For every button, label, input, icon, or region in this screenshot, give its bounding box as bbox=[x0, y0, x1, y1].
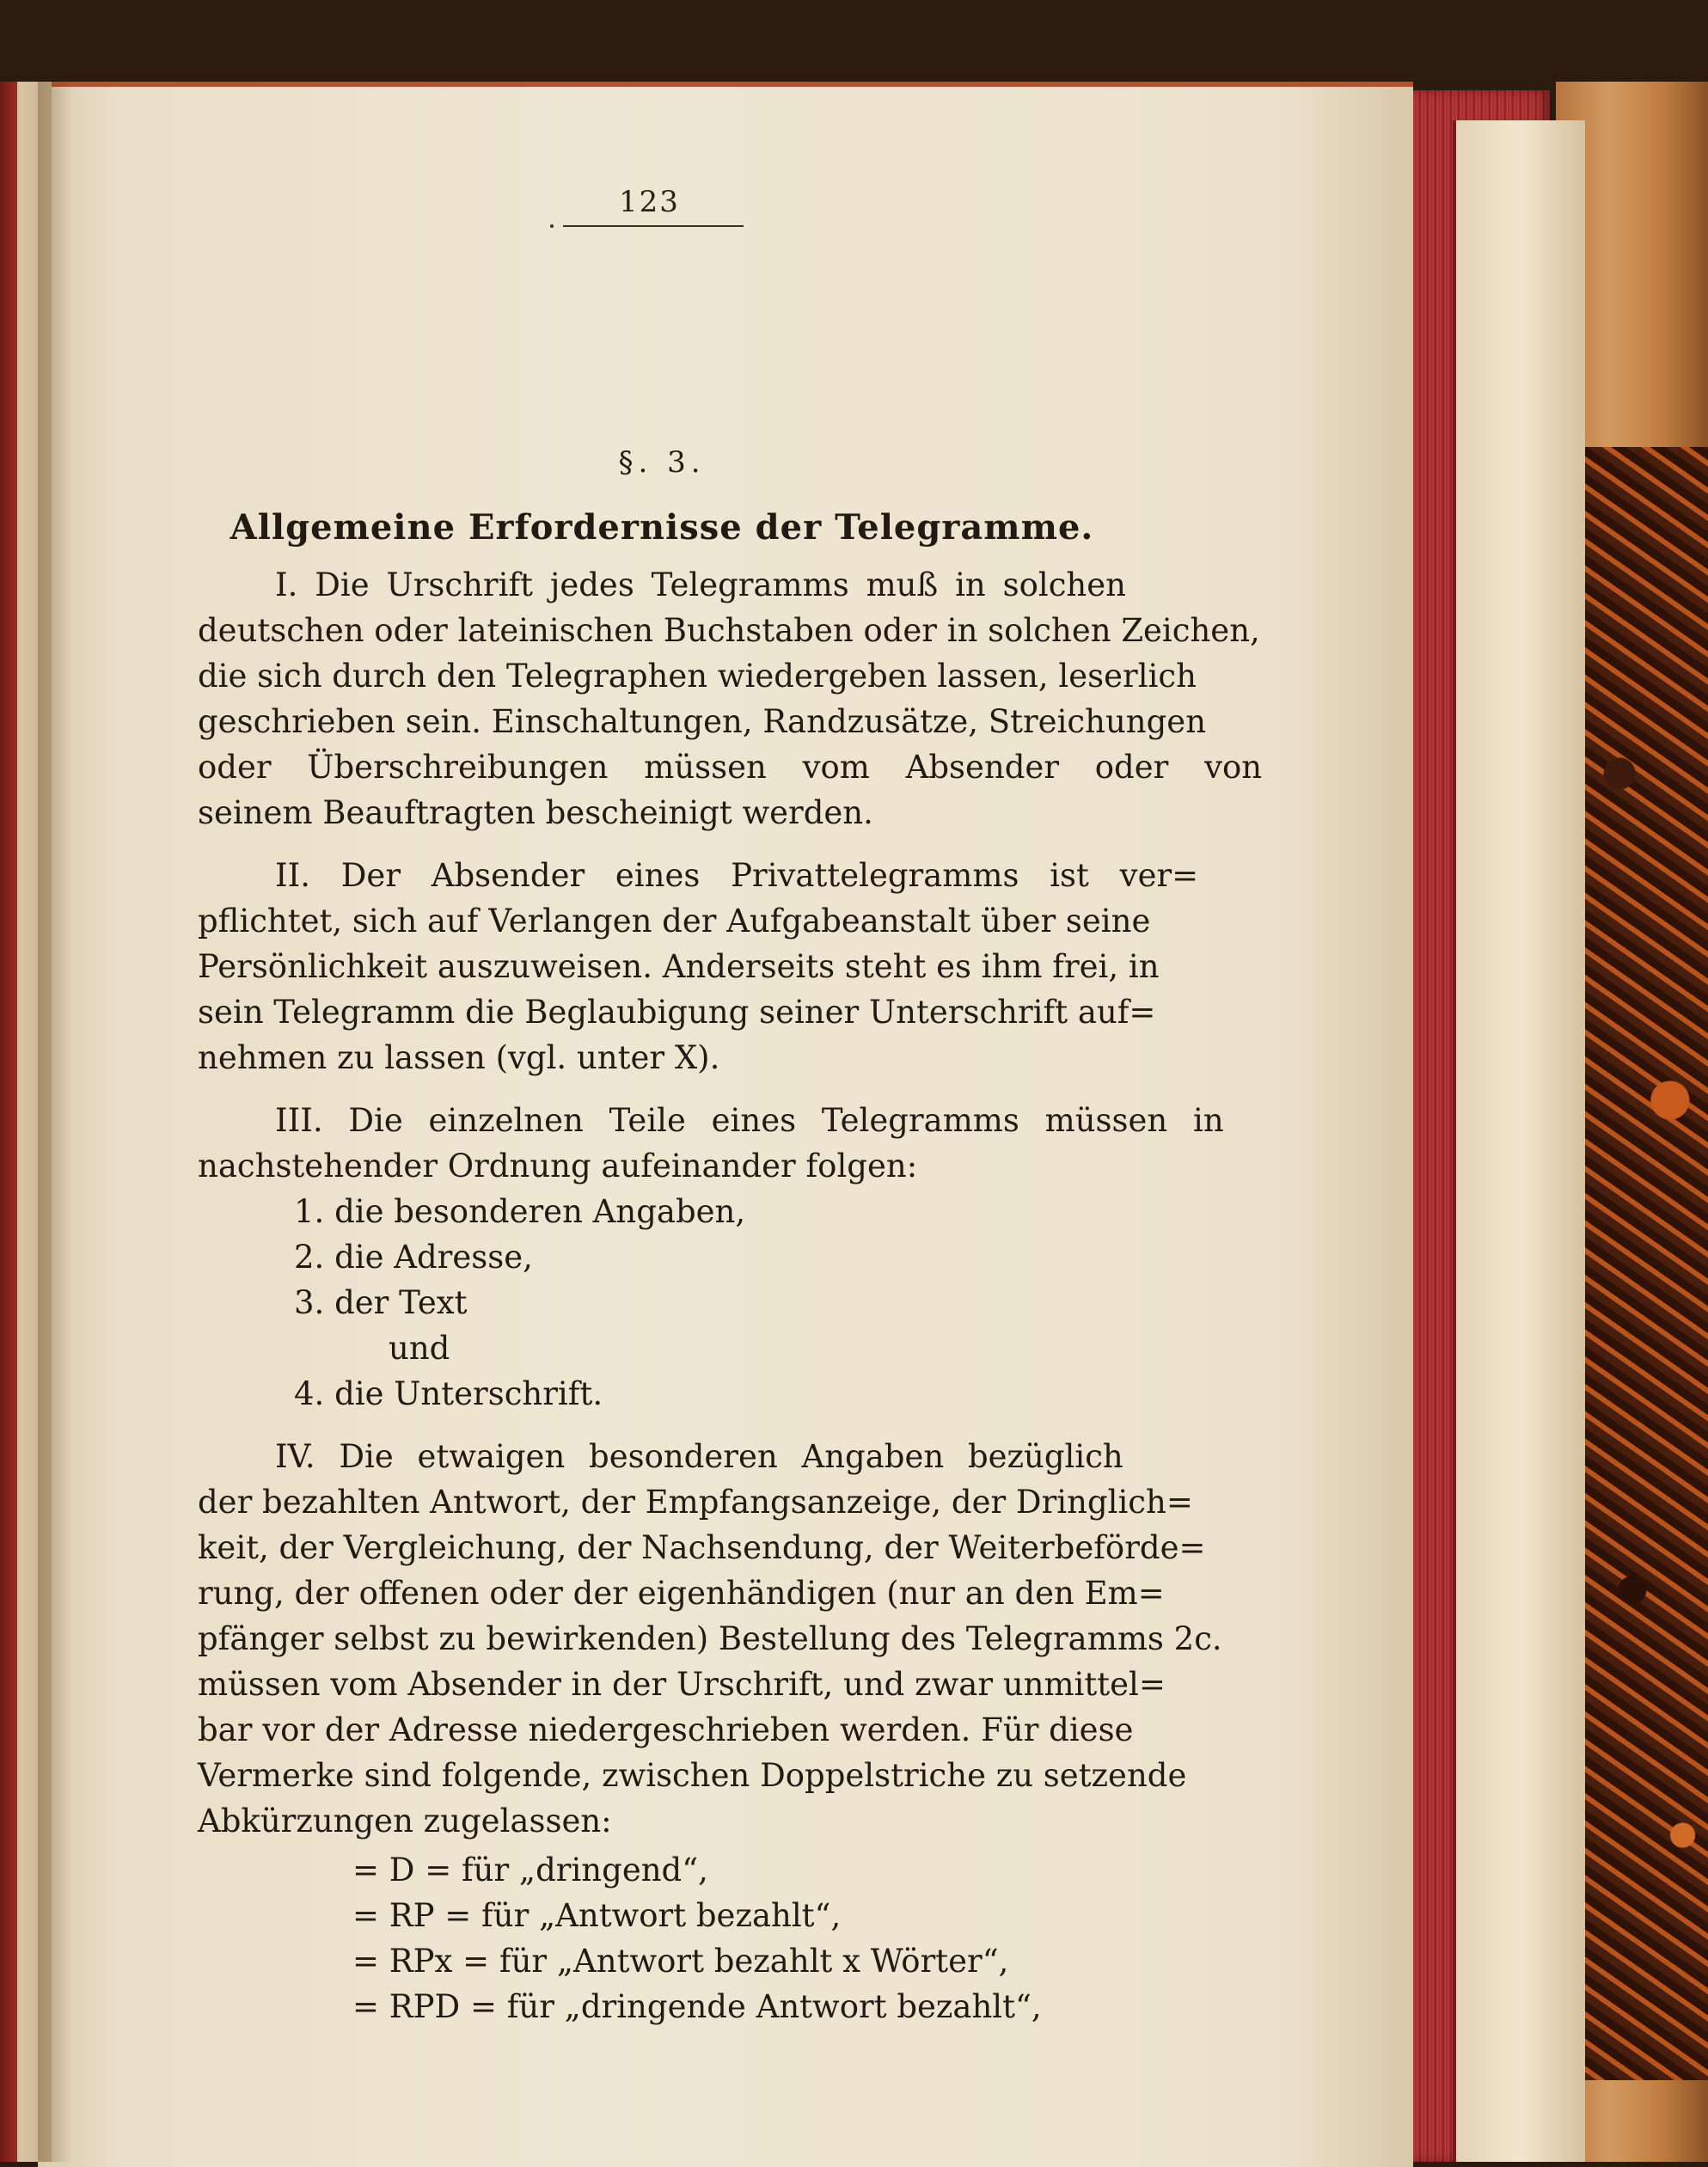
paragraph-line: IV. Die etwaigen besonderen Angaben bezüglich bbox=[275, 1438, 1123, 1475]
section-number: §. 3. bbox=[618, 445, 706, 480]
paragraph-line: der bezahlten Antwort, der Empfangsanzeige, der Dringlich= bbox=[198, 1484, 1193, 1521]
rule-dot bbox=[550, 224, 554, 228]
header-rule bbox=[563, 225, 744, 227]
paragraph-line: nachstehender Ordnung aufeinander folgen: bbox=[198, 1148, 918, 1185]
marbled-cover bbox=[1582, 447, 1708, 2080]
paragraph-line: geschrieben sein. Einschaltungen, Randzusätze, Streichungen bbox=[198, 703, 1207, 740]
paragraph-line: keit, der Vergleichung, der Nachsendung, der Weiterbeförde= bbox=[198, 1529, 1206, 1566]
paragraph-line: die sich durch den Telegraphen wiedergeben lassen, leserlich bbox=[198, 658, 1197, 695]
paragraph-line: nehmen zu lassen (vgl. unter X). bbox=[198, 1039, 720, 1076]
page-number: 123 bbox=[619, 185, 680, 219]
paragraph-line: pfänger selbst zu bewirkenden) Bestellung des Telegramms 2c. bbox=[198, 1620, 1222, 1657]
list-connector: und bbox=[389, 1330, 450, 1367]
list-item: 2. die Adresse, bbox=[294, 1239, 533, 1276]
list-item: 4. die Unterschrift. bbox=[294, 1375, 603, 1412]
page-block bbox=[1453, 120, 1585, 2162]
paragraph-line: sein Telegramm die Beglaubigung seiner Unterschrift auf= bbox=[198, 994, 1156, 1031]
abbreviation-entry: = RPx = für „Antwort bezahlt x Wörter“, bbox=[352, 1943, 1009, 1980]
paragraph-line: Vermerke sind folgende, zwischen Doppelstriche zu setzende bbox=[198, 1757, 1187, 1794]
paragraph-line: seinem Beauftragten bescheinigt werden. bbox=[198, 794, 873, 831]
abbreviation-entry: = D = für „dringend“, bbox=[352, 1852, 708, 1888]
paragraph-line: Persönlichkeit auszuweisen. Anderseits steht es ihm frei, in bbox=[198, 948, 1160, 985]
list-item: 3. der Text bbox=[294, 1284, 468, 1321]
paragraph-line: oder Überschreibungen müssen vom Absender oder von bbox=[198, 749, 1263, 786]
left-page-edge bbox=[0, 82, 17, 2162]
gutter-shadow bbox=[38, 82, 72, 2162]
abbreviation-entry: = RPD = für „dringende Antwort bezahlt“, bbox=[352, 1988, 1042, 2025]
paragraph-line: müssen vom Absender in der Urschrift, und zwar unmittel= bbox=[198, 1666, 1166, 1703]
list-item: 1. die besonderen Angaben, bbox=[294, 1193, 746, 1230]
section-heading: Allgemeine Erfordernisse der Telegramme. bbox=[230, 507, 1094, 548]
paragraph-line: pflichtet, sich auf Verlangen der Aufgabeanstalt über seine bbox=[198, 903, 1151, 940]
paragraph-line: deutschen oder lateinischen Buchstaben oder in solchen Zeichen, bbox=[198, 612, 1260, 649]
paragraph-line: bar vor der Adresse niedergeschrieben werden. Für diese bbox=[198, 1711, 1134, 1748]
abbreviation-entry: = RP = für „Antwort bezahlt“, bbox=[352, 1897, 842, 1934]
paragraph-line: III. Die einzelnen Teile eines Telegramms müssen in bbox=[275, 1102, 1224, 1139]
paragraph-line: Abkürzungen zugelassen: bbox=[198, 1803, 612, 1840]
paragraph-line: rung, der offenen oder der eigenhändigen (nur an den Em= bbox=[198, 1575, 1165, 1612]
paragraph-line: II. Der Absender eines Privattelegramms ist ver= bbox=[275, 857, 1199, 894]
paragraph-line: I. Die Urschrift jedes Telegramms muß in solchen bbox=[275, 566, 1126, 603]
